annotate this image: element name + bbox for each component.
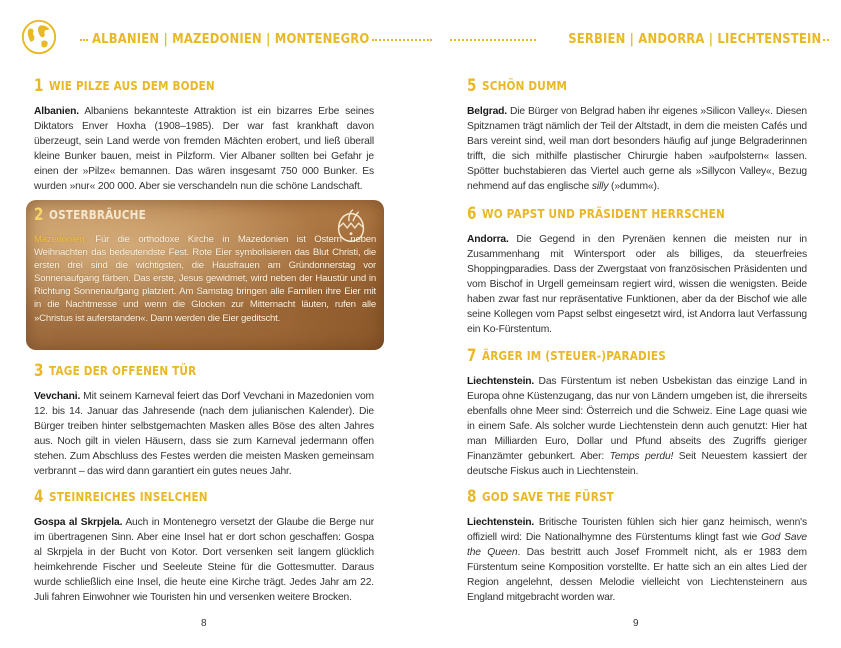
section-8: [467, 489, 807, 605]
section-body: Für die orthodoxe Kirche in Mazedonien ist Ostern neben Weihnachten das bedeutendste Fest. Rote Eier symbolisieren das Blut Christi, die ersten drei sind die wichtigsten, die Hausfrauen am Gründonnerstag vor Sonnenaufgang färben. Das erste, Jesus gewidmet, wird neben der Haustür und in Richtung Sonnenaufgang platziert. Am Samstag bringen alle Familien ihre Eier mit in die Nachtmesse und wenn die Glocken zur Mitternacht läuten, rufen alle »Christus ist auferstanden«. Dann werden die Eier geditscht.: [34, 234, 376, 324]
section-body: . Das bestritt auch Josef Frommelt nicht, als er 1983 dem Fürstentum seine Komposition vorstellte. Er hatte sich an ein altes Lied der Region angelehnt, dessen Melodie vielleicht von Liechtensteinern aus England mitgebracht worden war.: [467, 547, 807, 603]
section-lead: Vevchani.: [34, 391, 81, 402]
header-dots: [823, 39, 829, 41]
section-body: Auch in Montenegro versetzt der Glaube die Berge nur im übertragenen Sinn. Aber eine Insel hat er dort schon geschaffen: Gospa al Skrpjela in der Bucht von Kotor. Dort versenken seit langem glücklich heimkehrende Fischer und Seeleute Steine für die Gottesmutter. Daraus wurde schließlich eine Insel, die heute eine Kirche trägt. Jedes Jahr am 22. Juli fahren Einwohner wie Touristen hin und versenken weitere Brocken.: [34, 517, 374, 603]
section-body: Albaniens bekannteste Attraktion ist ein bizarres Erbe seines Diktators Enver Hoxha (1908–1985). Der war fast krankhaft davon überzeugt, sein Land werde von fremden Mächten erobert, und ließ überall kleine Bunker bauen, meist in Pilzform. Vier Albaner sollten bei Gefahr je einen der »Pilze« bemannen. Das wären insgesamt 750 000 Bunker. Es wurden »nur« 200 000. Aber sie verschandeln nun die schöne Landschaft.: [34, 106, 374, 192]
section-heading: [467, 489, 807, 507]
section-lead: Albanien.: [34, 106, 79, 117]
section-title: WO PAPST UND PRÄSIDENT HERRSCHEN: [482, 207, 725, 222]
section-text: [34, 515, 374, 605]
section-4: [34, 489, 374, 605]
left-running-header: [80, 32, 432, 46]
section-lead: Mazedonien.: [34, 234, 87, 245]
page-header: [20, 18, 821, 58]
section-number: 3: [34, 361, 44, 381]
section-heading: [34, 78, 374, 96]
section-number: 5: [467, 76, 477, 96]
section-number: 7: [467, 346, 477, 366]
globe-icon: [20, 18, 58, 56]
section-number: 1: [34, 76, 44, 96]
section-body-emphasis: Temps perdu!: [609, 451, 674, 462]
section-heading: [467, 348, 807, 366]
section-number: 4: [34, 487, 44, 507]
section-body: Seit Neuestem kassiert der deutsche Fiskus auch in Liechtenstein.: [467, 451, 807, 477]
section-text: [34, 104, 374, 194]
right-running-header: [450, 32, 821, 46]
section-body: Das Fürstentum ist neben Usbekistan das einzige Land in Europa ohne Küstenzugang, das nur von Ländern umgeben ist, die ihrerseits ebenfalls ohne Meer sind: Österreich und die Schweiz. Eine Lage quasi wie in einem Safe. Als solcher wurde Liechtenstein denn auch genutzt: Hier hat man Milliarden Euro, Dollar und Pfund abseits des Zugriffs gieriger Finanzämter gebunkert. Aber:: [467, 376, 807, 462]
section-lead: Liechtenstein.: [467, 376, 535, 387]
section-2-parchment-box: [26, 200, 384, 350]
section-lead: Liechtenstein.: [467, 517, 535, 528]
header-dots: [450, 39, 536, 41]
section-heading: [34, 207, 334, 225]
section-lead: Gospa al Skrpjela.: [34, 517, 123, 528]
section-text: [34, 233, 376, 325]
section-body: (»dumm«).: [608, 181, 660, 192]
section-number: 8: [467, 487, 477, 507]
header-dots: [372, 39, 432, 41]
page-number-left: 8: [201, 618, 207, 629]
left-header-title: ALBANIEN | MAZEDONIEN | MONTENEGRO: [92, 31, 370, 47]
section-text: [467, 515, 807, 605]
section-text: [467, 374, 807, 479]
section-title: SCHÖN DUMM: [482, 79, 568, 94]
section-number: 6: [467, 204, 477, 224]
section-text: [467, 232, 807, 337]
section-title: OSTERBRÄUCHE: [49, 208, 146, 223]
page-number-right: 9: [633, 618, 639, 629]
section-body-emphasis: God Save the Queen: [467, 532, 807, 558]
section-body: Die Gegend in den Pyrenäen kennen die meisten nur in Zusammenhang mit Wintersport oder als billiges, da steuerfreies Shoppingparadies. Dass der Zwergstaat von französischen Präsidenten und vom Bischof in Urgell gemeinsam regiert wird, wissen die wenigsten. Beide haben zwar fast nur repräsentative Funktionen, aber da der Bischof wie alle seine Kollegen vom Papst selbst eingesetzt wird, ist Andorra laut Verfassung ein Ko-Fürstentum.: [467, 234, 807, 335]
section-body: Die Bürger von Belgrad haben ihr eigenes »Silicon Valley«. Diesen Spitznamen trägt nämlich der Teil der Altstadt, in dem die meisten Cafés und Bars vereint sind, weil man dort besonders häufig auf junge Belgraderinnen trifft, die sich mithilfe plastischer Chirurgie haben »aufpolstern« lassen. Spötter buchstabieren das Viertel auch gerne als »Sillycon Valley«, Bezug nehmend auf das englische: [467, 106, 807, 192]
section-5: [467, 78, 807, 194]
section-title: STEINREICHES INSELCHEN: [49, 490, 208, 505]
section-1: [34, 78, 374, 194]
header-dots: [80, 39, 88, 41]
section-number: 2: [34, 205, 44, 225]
section-title: TAGE DER OFFENEN TÜR: [49, 364, 197, 379]
section-title: WIE PILZE AUS DEM BODEN: [49, 79, 215, 94]
section-body: Mit seinem Karneval feiert das Dorf Vevchani in Mazedonien vom 12. bis 14. Januar das Jahresende (nach dem julianischen Kalender). Die Bürger treiben hinter selbstgemachten Masken alles Böse des alten Jahres aus. Noch gilt in vielen Häusern, dass sie zum Karneval jedermann offen stehen. Zum Abschluss des Festes werden die meisten Masken gemeinsam verbrannt – das wird dann garantiert ein gutes neues Jahr.: [34, 391, 374, 477]
section-heading: [467, 78, 807, 96]
section-lead: Andorra.: [467, 234, 509, 245]
section-text: [467, 104, 807, 194]
section-heading: [34, 489, 374, 507]
section-heading: [467, 206, 807, 224]
section-title: ÄRGER IM (STEUER-)PARADIES: [482, 349, 666, 364]
right-header-title: SERBIEN | ANDORRA | LIECHTENSTEIN: [567, 31, 821, 47]
section-title: GOD SAVE THE FÜRST: [482, 490, 615, 505]
section-6: [467, 206, 807, 337]
section-lead: Belgrad.: [467, 106, 507, 117]
section-3: [34, 363, 374, 479]
section-text: [34, 389, 374, 479]
section-7: [467, 348, 807, 479]
section-body: Britische Touristen fühlen sich hier ganz heimisch, wenn's offiziell wird: Die Nationalhymne des Fürstentums klingt fast wie: [467, 517, 807, 543]
section-heading: [34, 363, 374, 381]
section-body-emphasis: silly: [591, 181, 609, 192]
